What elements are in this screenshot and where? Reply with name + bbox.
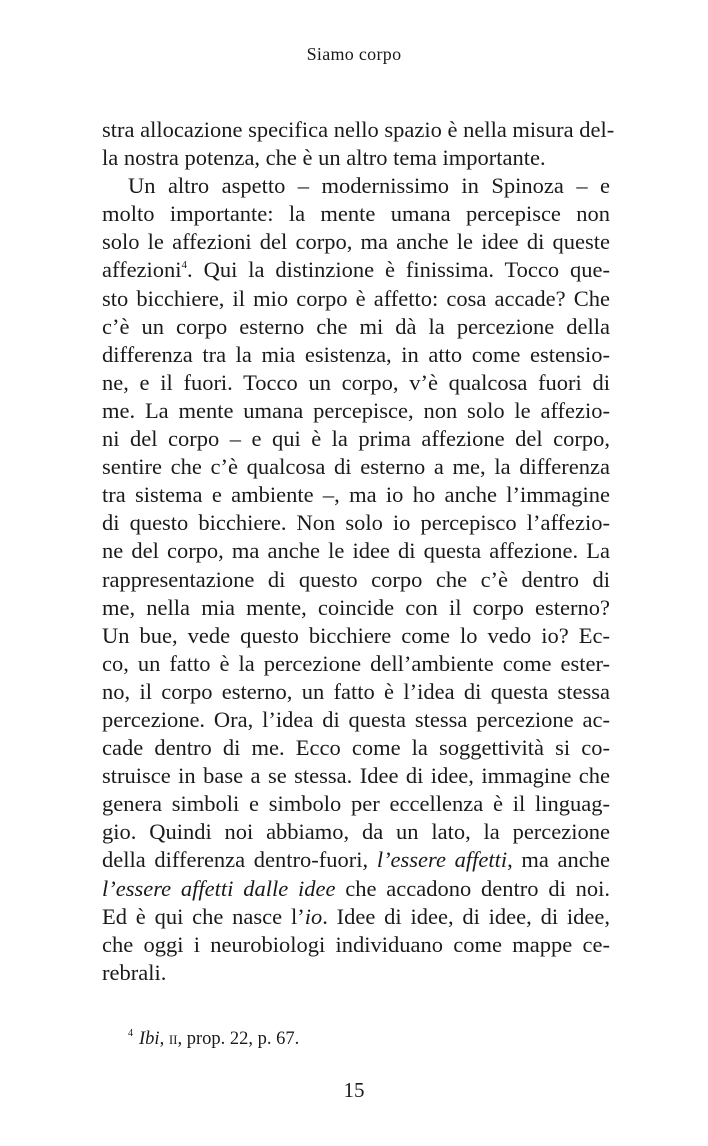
text-line: cade dentro di me. Ecco come la soggettività si co-: [102, 735, 610, 761]
text-line: differenza tra la mia esistenza, in atto come estensio-: [102, 341, 610, 367]
text-line: solo le affezioni del corpo, ma anche le idee di queste: [102, 229, 610, 255]
text-line: percezione. Ora, l’idea di questa stessa percezione ac-: [102, 706, 610, 732]
italic-phrase: io: [304, 903, 323, 929]
italic-phrase: l’essere affetti dalle idee: [102, 875, 336, 901]
text-line-with-italic: Ed è qui che nasce l’io. Idee di idee, di idee, di idee,: [102, 903, 610, 929]
text-line: struisce in base a se stessa. Idee di idee, immagine che: [102, 763, 610, 789]
text-line-with-italic: l’essere affetti dalle idee che accadono dentro di noi.: [102, 875, 610, 901]
text-line: molto importante: la mente umana percepisce non: [102, 201, 610, 227]
text-line: che oggi i neurobiologi individuano come mappe ce-: [102, 931, 610, 957]
text-line: no, il corpo esterno, un fatto è l’idea di questa stessa: [102, 678, 610, 704]
running-head: Siamo corpo: [306, 44, 402, 64]
footnote-rest: , prop. 22, p. 67.: [177, 1029, 300, 1049]
footnote-source: Ibi: [139, 1029, 160, 1049]
text-line: sentire che c’è qualcosa di esterno a me, la differenza: [102, 454, 610, 480]
text-line: rebrali.: [102, 959, 167, 985]
footnote-marker: 4: [128, 1028, 133, 1039]
text-line: ne, e il fuori. Tocco un corpo, v’è qualcosa fuori di: [102, 369, 610, 395]
text-line: me, nella mia mente, coincide con il corpo esterno?: [102, 594, 610, 620]
text-line: Un bue, vede questo bicchiere come lo vedo io? Ec-: [102, 622, 610, 648]
text-line: tra sistema e ambiente –, ma io ho anche l’immagine: [102, 482, 610, 508]
text-line: stra allocazione specifica nello spazio è nella misura del-: [102, 117, 615, 142]
text-line: co, un fatto è la percezione dell’ambiente come ester-: [102, 650, 610, 676]
text-line: ni del corpo – e qui è la prima affezione del corpo,: [102, 426, 610, 452]
footnote: $^4$ Ibi, ii, prop. 22, p. 67.: [128, 1028, 300, 1049]
text-line-with-italic: della differenza dentro-fuori, l’essere affetti, ma anche: [102, 847, 610, 873]
body-text: [102, 116, 615, 987]
text-line: sto bicchiere, il mio corpo è affetto: cosa accade? Che: [102, 285, 610, 311]
footnote-reference: 4: [181, 259, 188, 272]
text-line: Un altro aspetto – modernissimo in Spinoza – e: [128, 173, 610, 199]
text-line: di questo bicchiere. Non solo io percepisco l’affezio-: [102, 510, 610, 536]
text-line: rappresentazione di questo corpo che c’è dentro di: [102, 566, 610, 592]
italic-phrase: l’essere affetti: [376, 847, 508, 873]
text-line: me. La mente umana percepisce, non solo le affezio-: [102, 397, 610, 423]
text-line: la nostra potenza, che è un altro tema importante.: [102, 145, 546, 171]
text-line: ne del corpo, ma anche le idee di questa affezione. La: [102, 538, 610, 564]
footnote-volume: ii: [168, 1029, 178, 1049]
page-number: 15: [343, 1078, 365, 1102]
text-line: gio. Quindi noi abbiamo, da un lato, la percezione: [102, 819, 610, 845]
text-line: c’è un corpo esterno che mi dà la percezione della: [102, 313, 610, 339]
text-line: genera simboli e simbolo per eccellenza è il linguag-: [102, 791, 610, 817]
text-line-with-footnote-ref: affezioni$^4$. Qui la distinzione è finissima. Tocco que-: [102, 257, 610, 283]
